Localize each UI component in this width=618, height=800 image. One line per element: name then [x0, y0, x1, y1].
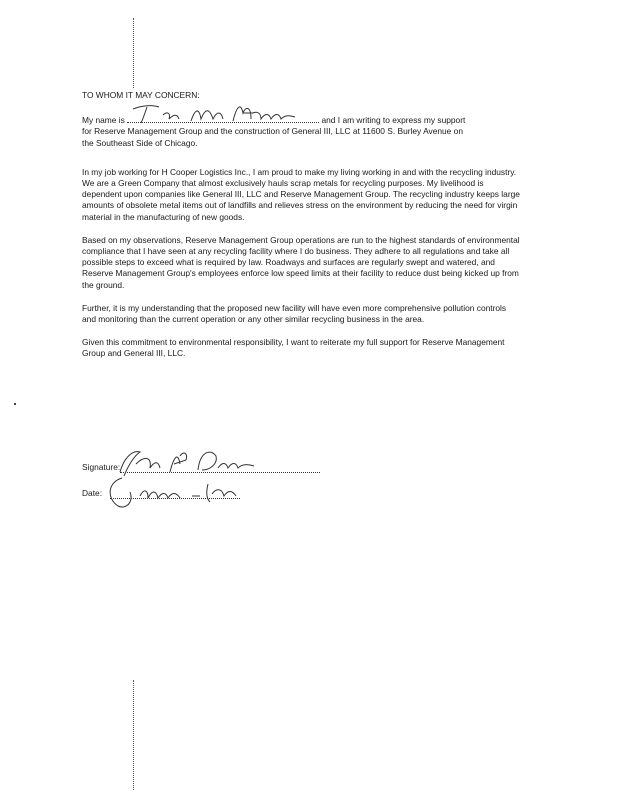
signature-block	[82, 458, 382, 518]
intro-paragraph	[82, 113, 522, 149]
name-handwritten-field	[127, 113, 319, 123]
paragraph-understanding: Further, it is my understanding that the proposed new facility will have even more comprehensive pollution controls and monitoring than the current operation or any other similar recycling business in the area.	[82, 302, 507, 325]
letter-body	[82, 90, 522, 372]
date-row	[82, 488, 382, 518]
scan-artifact-dot	[14, 403, 16, 405]
date-label: Date:	[82, 488, 103, 498]
signature-label: Signature:	[82, 462, 121, 472]
paragraph-observations: Based on my observations, Reserve Management Group operations are run to the highest standards of environmental compliance that I have seen at any recycling facility where I do business. They adhere to all regulations and take all possible steps to exceed what is required by law. Roadways and surfaces are regularly swept and watered, and Reserve Management Group's employees enforce low speed limits at their facility to reduce dust being kicked up from the ground.	[82, 234, 520, 290]
paragraph-commitment: Given this commitment to environmental responsibility, I want to reiterate my full support for Reserve Management Group and General III, LLC.	[82, 337, 505, 359]
intro-line-3: the Southeast Side of Chicago.	[82, 137, 198, 148]
salutation: TO WHOM IT MAY CONCERN:	[82, 90, 200, 100]
intro-suffix: and I am writing to express my support	[321, 115, 466, 126]
intro-prefix: My name is	[82, 115, 125, 126]
scan-artifact-line-top	[133, 18, 134, 88]
handwritten-date-graphic	[104, 472, 254, 512]
handwritten-name-graphic	[129, 101, 319, 127]
paragraph-job: In my job working for H Cooper Logistics Inc., I am proud to make my living working in and with the recycling industry. We are a Green Company that almost exclusively hauls scrap metals for recycling purposes. My livelihood is dependent upon companies like General III, LLC and Reserve Management Group. The recycling industry keeps large amounts of obsolete metal items out of landfills and relieves stress on the environment by reducing the need for virgin material in the manufacturing of new goods.	[82, 166, 520, 222]
scan-artifact-line-bottom	[133, 680, 134, 790]
intro-line-2: for Reserve Management Group and the construction of General III, LLC at 11600 S. Burley Avenue on	[82, 126, 463, 137]
